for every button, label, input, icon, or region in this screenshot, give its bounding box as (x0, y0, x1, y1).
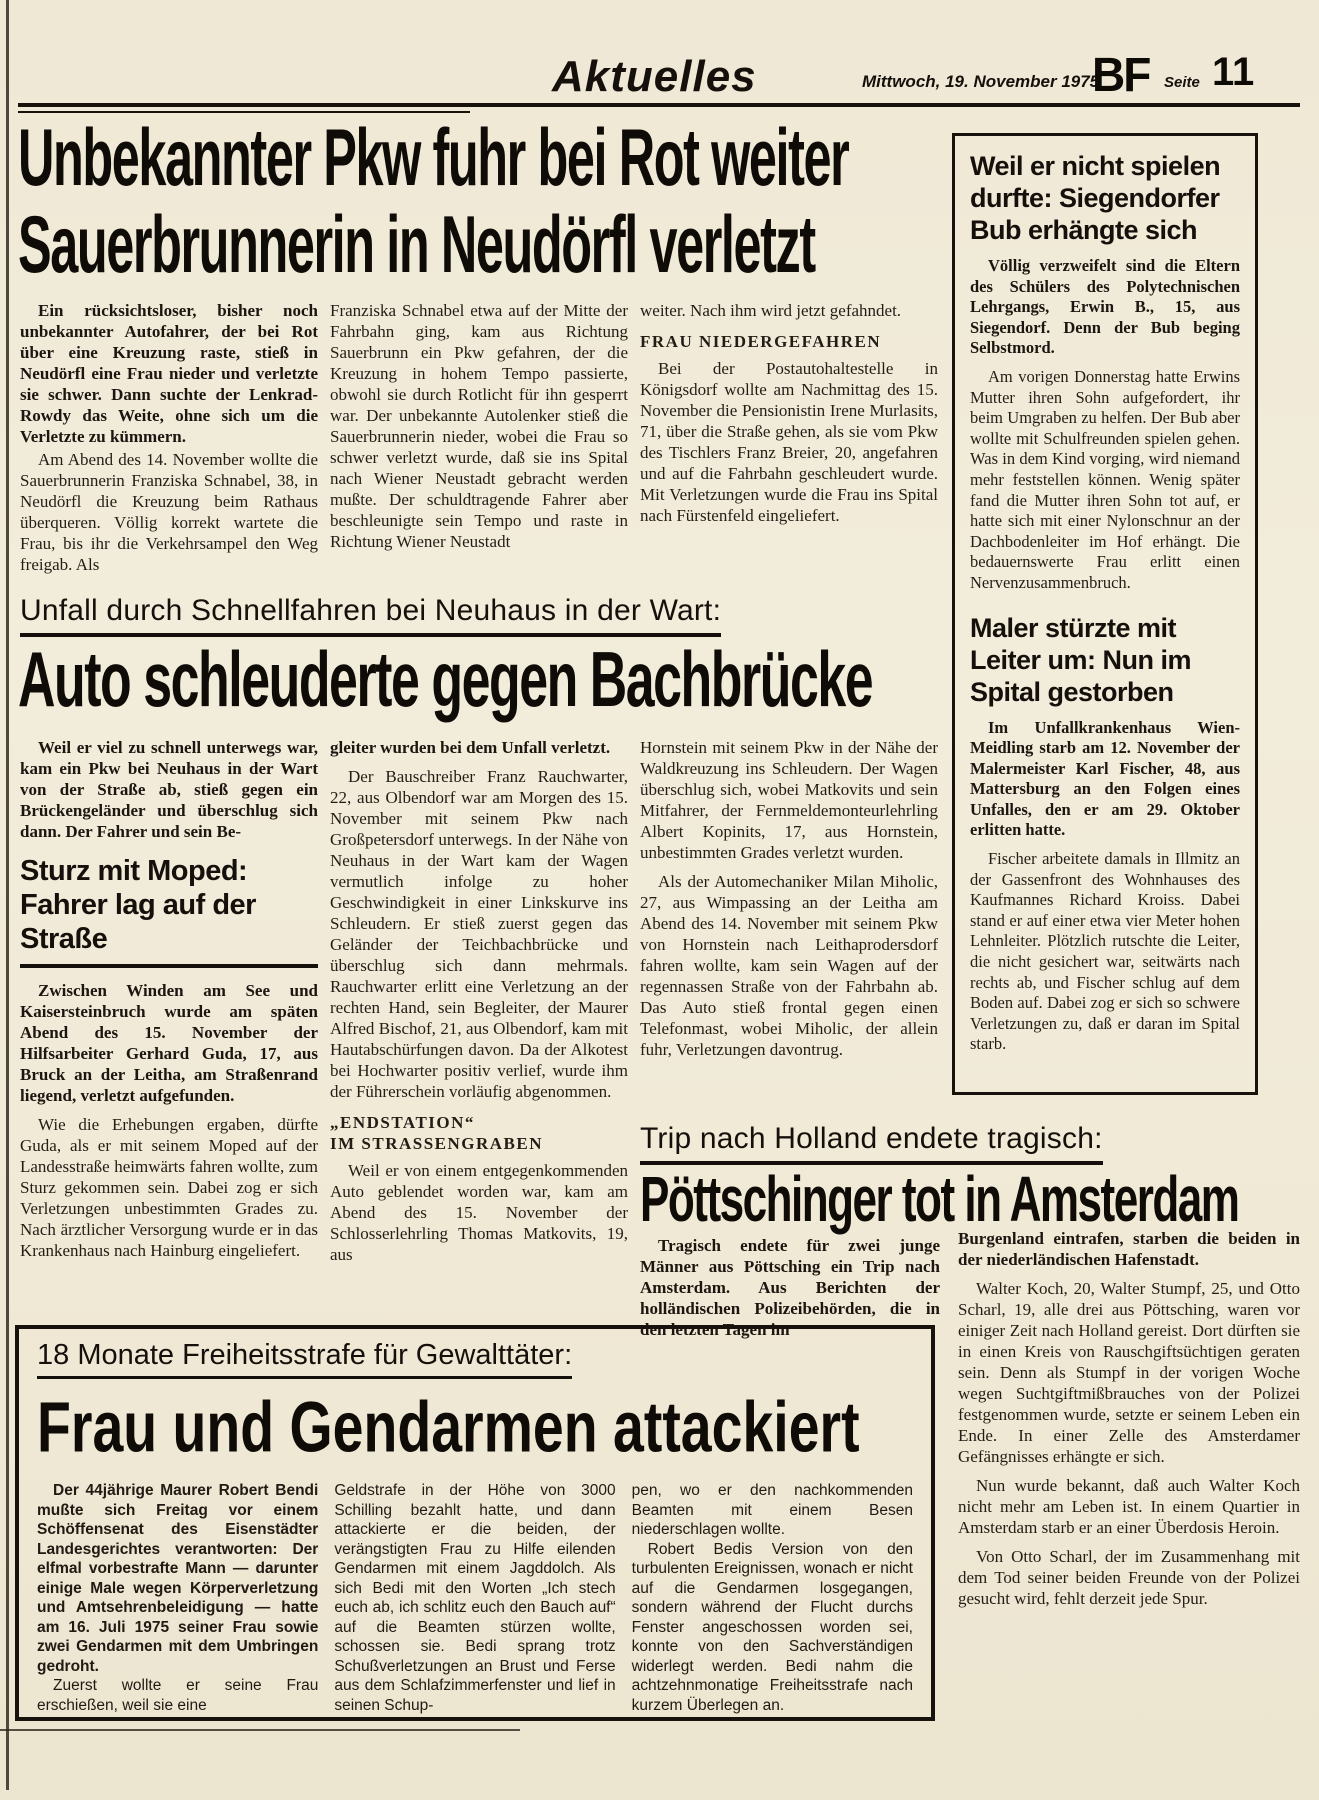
lead-story-col1 (20, 300, 318, 577)
bach-headline: Auto schleuderte gegen Bachbrücke (18, 636, 873, 724)
scan-edge-line (6, 0, 9, 1790)
bach-col1 (20, 737, 318, 1263)
lead-story-col3-body1: weiter. Nach ihm wird jetzt gefahndet. (640, 301, 902, 320)
bach-col2 (330, 737, 628, 1267)
bach-col2-body: Der Bauschreiber Franz Rauchwarter, 22, aus Olbendorf war am Morgen des 15. November mit seinem Pkw nach Großpetersdorf unterwegs. In der Nähe von Neuhaus in der Wart kam der Wagen vermutlich infolge zu hoher Geschwindigkeit in einer Linkskurve ins Schleudern. Er stieß zuerst gegen das Geländer der Teichbachbrücke und überschlug sich dann mehrmals. Rauchwarter erlitt eine Verletzung an der rechten Hand, sein Begleiter, der Maurer Alfred Bischof, 21, aus Olbendorf, kam mit Hautabschürfungen davon. Da der Alkotest bei Hochwarter positiv verlief, wurde ihm der Führerschein vorläufig abgenommen. (330, 767, 628, 1101)
bach-col3-body1: Hornstein mit seinem Pkw in der Nähe der Waldkreuzung ins Schleudern. Der Wagen überschlug sich, wobei Matkovits und sein Mitfahrer, der Fernmeldemonteurlehrling Albert Kopinits, 17, aus Hornstein, unbestimmten Grades verletzt wurden. (640, 738, 938, 862)
lead-story-col3-body2: Bei der Postautohaltestelle in Königsdorf wollte am Nachmittag des 15. November die Pensionistin Irene Murlasits, 71, über die Straße gehen, als sie vom Pkw des Tischlers Franz Breier, 20, angefahren und auf die Fahrbahn geschleudert wurde. Mit Verletzungen wurde die Frau ins Spital nach Fürstenfeld eingeliefert. (640, 359, 938, 525)
sidebar-story2-headline: Maler stürzte mit Leiter um: Nun im Spital gestorben (970, 612, 1192, 707)
sidebar-story1-headline: Weil er nicht spielen durfte: Siegendorfer Bub erhängte sich (970, 151, 1221, 245)
amsterdam-col2-body2: Nun wurde bekannt, daß auch Walter Koch nicht mehr am Leben ist. In einem Quartier in Amsterdam starb er an einer Überdosis Heroin. (958, 1476, 1300, 1537)
court-kicker: 18 Monate Freiheitsstrafe für Gewalttäter: (37, 1339, 572, 1379)
bach-col1-lead: Weil er viel zu schnell unterwegs war, kam ein Pkw bei Neuhaus in der Wart von der Straße ab, stieß gegen ein Brückengeländer und überschlug sich dann. Der Fahrer und sein Be- (20, 738, 318, 841)
moped-body: Wie die Erhebungen ergaben, dürfte Guda, als er mit seinem Moped auf der Landesstraße heimwärts fahren wollte, zum Sturz gekommen sein. Dabei zog er sich Verletzungen unbestimmten Grades zu. Nach ärztlicher Versorgung wurde er in das Krankenhaus nach Hainburg eingeliefert. (20, 1115, 318, 1260)
amsterdam-col2-body3: Von Otto Scharl, der im Zusammenhang mit dem Tod seiner beiden Freunde von der Polizei gesucht wird, fehlt derzeit jede Spur. (958, 1547, 1300, 1608)
page-number: 11 (1212, 50, 1255, 94)
bach-col2-body2: Weil er von einem entgegenkommenden Auto geblendet worden war, kam am Abend des 15. November der Schlosserlehrling Thomas Matkovits, 19, aus (330, 1161, 628, 1264)
bach-col3 (640, 737, 938, 1062)
court-story-box (15, 1325, 935, 1721)
court-col1 (37, 1481, 318, 1715)
bach-kicker-wrap (20, 594, 721, 637)
masthead-logo: BF (1092, 47, 1150, 102)
issue-date: Mittwoch, 19. November 1975 (862, 72, 1100, 91)
lead-story-col2 (330, 300, 628, 554)
sidebar-box (952, 133, 1258, 1095)
moped-lead: Zwischen Winden am See und Kaisersteinbruch wurde am späten Abend des 15. November der Hilfsarbeiter Gerhard Guda, 17, aus Bruck an der Leitha, am Straßenrand liegend, verletzt aufgefunden. (20, 981, 318, 1105)
scan-fold-line (0, 1729, 520, 1731)
amsterdam-kicker-wrap (640, 1122, 1103, 1165)
page-label: Seite (1164, 74, 1200, 91)
sidebar-story1-lead: Völlig verzweifelt sind die Eltern des Schülers des Polytechnischen Lehrgangs, Erwin B., 15, aus Siegendorf. Denn der Bub beging Selbstmord. (970, 256, 1240, 358)
lead-story-col2-body: Franziska Schnabel etwa auf der Mitte der Fahrbahn ging, kam aus Richtung Sauerbrunn ein Pkw gefahren, der die Kreuzung in hohem Tempo passierte, obwohl sie durch Rotlicht für ihn gesperrt war. Der unbekannte Autolenker stieß die Sauerbrunnerin nieder, wobei die Frau so schwer verletzt wurde, daß sie ins Spital nach Wiener Neustadt gebracht werden mußte. Der schuldtragende Fahrer aber beschleunigte sein Tempo und raste in Richtung Wiener Neustadt (330, 301, 628, 551)
moped-headline (20, 844, 318, 968)
moped-headline-line2: Fahrer lag auf der Straße (20, 889, 256, 955)
bach-col2-lead-cont: gleiter wurden bei dem Unfall verletzt. (330, 738, 611, 757)
lead-headline-line1: Unbekannter Pkw fuhr bei Rot weiter (18, 113, 849, 204)
lead-story-col3 (640, 300, 938, 528)
court-col3 (632, 1481, 913, 1715)
amsterdam-col1-lead: Tragisch endete für zwei junge Männer aus Pöttsching ein Trip nach Amsterdam. Aus Berichten der holländischen Polizeibehörden, die in den letzten Tagen im (640, 1236, 940, 1339)
amsterdam-col2 (958, 1228, 1300, 1611)
section-title: Aktuelles (552, 52, 757, 101)
subhead-frau-niedergefahren: FRAU NIEDERGEFAHREN (640, 332, 882, 351)
amsterdam-headline: Pöttschinger tot in Amsterdam (640, 1163, 1239, 1236)
sidebar-story2-body: Fischer arbeitete damals in Illmitz an der Gassenfront des Wohnhauses des Kaufmannes Richard Kroiss. Dabei stand er auf einer etwa vier Meter hohen Lehnleiter. Plötzlich rutschte die Leiter, die nicht gesichert war, seitwärts nach rechts ab, und Fischer schlug auf dem Boden auf. Dabei zog er sich so schwere Verletzungen zu, daß er daran im Spital starb. (970, 849, 1240, 1054)
sidebar-story2-lead: Im Unfallkrankenhaus Wien-Meidling starb am 12. November der Malermeister Karl Fischer, 48, aus Mattersburg an den Folgen eines Unfalles, den er am 29. Oktober erlitten hatte. (970, 717, 1240, 840)
court-col1-lead: Der 44jährige Maurer Robert Bendi mußte sich Freitag vor einem Schöffensenat des Eisenstädter Landesgerichtes verantworten: Der elfmal vorbestrafte Mann — darunter einige Male wegen Körperverletzung und Amtsehrenbeleidigung — hatte am 16. Juli 1975 seiner Frau sowie zwei Gendarmen mit dem Umbringen gedroht. (37, 1482, 319, 1675)
court-col1-body: Zuerst wollte er seine Frau erschießen, weil sie eine (37, 1677, 319, 1714)
moped-headline-line1: Sturz mit Moped: (20, 855, 248, 887)
court-col2-body: Geldstrafe in der Höhe von 3000 Schilling bezahlt hatte, und dann attackierte er die beiden, der verängstigten Frau zu Hilfe eilenden Gendarmen mit einem Jagddolch. Als sich Bedi mit den Worten „Ich stech euch ab, ich schlitz euch den Bauch auf“ auf die Beamten stürzen wollte, schossen sie. Bedi sprang trotz Schußverletzungen an Brust und Ferse aus dem Schlafzimmerfenster und lief in seinen Schup- (334, 1482, 616, 1714)
subhead-endstation-line2: IM STRASSENGRABEN (330, 1134, 544, 1153)
bach-col3-body2: Als der Automechaniker Milan Miholic, 27, aus Wimpassing an der Leitha am Abend des 14. November mit seinem Pkw von Hornstein nach Leithaprodersdorf fahren wollte, kam sein Wagen auf der regennassen Straße von der Fahrbahn ab. Das Auto stieß frontal gegen einen Telefonmast, wobei Miholic, der allein fuhr, Verletzungen davontrug. (640, 872, 938, 1059)
court-col3-body2: Robert Bedis Version von den turbulenten Ereignissen, wonach er nicht auf die Gendarmen losgegangen, sondern während der Flucht durchs Fenster angeschossen worden sei, konnte von den Sachverständigen widerlegt werden. Bedi nahm die achtzehnmonatige Freiheitsstrafe nach kurzem Überlegen an. (631, 1540, 913, 1714)
court-headline: Frau und Gendarmen attackiert (37, 1386, 860, 1467)
amsterdam-col2-lead-cont: Burgenland eintrafen, starben die beiden in der niederländischen Hafenstadt. (958, 1229, 1300, 1269)
header-rule (18, 103, 1300, 107)
lead-story-col1-body: Am Abend des 14. November wollte die Sauerbrunnerin Franziska Schnabel, 38, in Neudörfl die Kreuzung beim Rathaus überqueren. Völlig korrekt wartete die Frau, bis ihr die Verkehrsampel den Weg freigab. Als (20, 450, 318, 574)
subhead-endstation-line1: „ENDSTATION“ (330, 1113, 475, 1132)
lead-headline-line2: Sauerbrunnerin in Neudörfl verletzt (18, 200, 815, 291)
court-columns (37, 1481, 913, 1715)
lead-story-intro: Ein rücksichtsloser, bisher noch unbekannter Autofahrer, der bei Rot über eine Kreuzung raste, stieß in Neudörfl eine Frau nieder und verletzte sie schwer. Dann suchte der Lenkrad-Rowdy das Weite, ohne sich um die Verletzte zu kümmern. (20, 301, 318, 446)
sidebar-story1-body: Am vorigen Donnerstag hatte Erwins Mutter ihren Sohn aufgefordert, ihr beim Umgraben zu helfen. Der Bub aber wollte mit Schulfreunden spielen gehen. Was in dem Kind vorging, wird niemand mehr feststellen können. Wenig später fand die Mutter ihren Sohn tot auf, er hatte sich mit einer Nylonschnur an der Dachbodenleiter im Hof erhängt. Die bedauernswerte Frau erlitt einen Nervenzusammenbruch. (970, 366, 1240, 592)
court-col3-body1: pen, wo er den nachkommenden Beamten mit einem Besen niederschlagen wollte. (631, 1482, 913, 1538)
amsterdam-kicker: Trip nach Holland endete tragisch: (640, 1122, 1103, 1165)
bach-kicker: Unfall durch Schnellfahren bei Neuhaus in der Wart: (20, 594, 721, 637)
amsterdam-col2-body1: Walter Koch, 20, Walter Stumpf, 25, und Otto Scharl, 19, alle drei aus Pöttsching, waren vor einiger Zeit nach Holland gereist. Dort dürften sie in einen Kreis von Rauschgiftsüchtigen geraten sein. Denn als Stumpf in der vorigen Woche wegen Suchtgiftmißbrauches von der Polizei festgenommen wurde, setzte er seinem Leben ein Ende. In einer Zelle des Amsterdamer Gefängnisses erhängte er sich. (958, 1279, 1300, 1466)
court-col2 (334, 1481, 615, 1715)
